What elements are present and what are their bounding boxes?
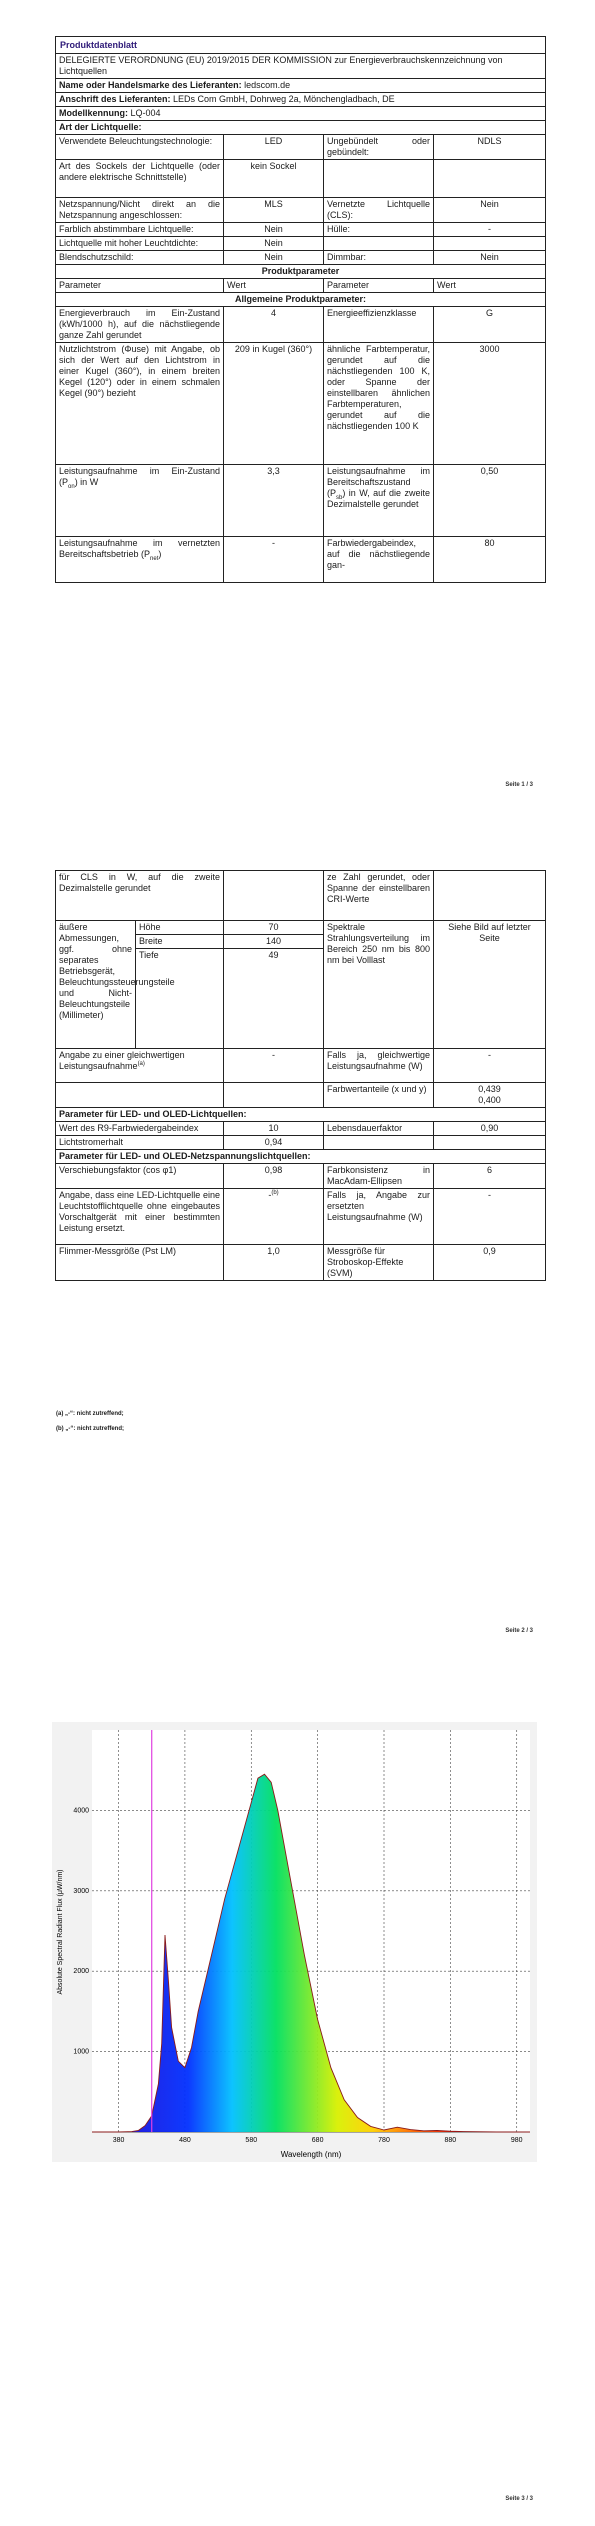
equiv-value: -	[224, 1049, 324, 1083]
datasheet-table-page-1	[55, 36, 546, 583]
equiv-sup: (a)	[137, 1061, 145, 1067]
x-tick-label: 380	[112, 2137, 125, 2144]
pnet-label	[56, 537, 224, 583]
table-row	[56, 198, 546, 223]
column-header: Parameter	[56, 279, 224, 293]
table-row	[56, 1189, 546, 1245]
pon-suffix: ) in W	[74, 477, 99, 487]
row-value: Nein	[434, 251, 546, 265]
page-number: Seite 1 / 3	[505, 782, 533, 788]
equiv-power-label: Falls ja, gleichwertige Leistungsaufnahme (W)	[324, 1049, 434, 1083]
equiv-label-text: Angabe zu einer gleichwertigen Leistungsaufnahme	[59, 1050, 185, 1071]
page-3	[0, 1700, 595, 2526]
x-axis-label: Wavelength (nm)	[280, 2150, 342, 2159]
row-value: NDLS	[434, 135, 546, 160]
x-tick-label: 580	[245, 2137, 258, 2144]
flicker-label: Flimmer-Messgröße (Pst LM)	[56, 1245, 224, 1281]
row-label	[324, 237, 434, 251]
row-label: Netzspannung/Nicht direkt an die Netzspannung angeschlossen:	[56, 198, 224, 223]
model-row	[56, 107, 546, 121]
psb-sub: sb	[336, 494, 343, 501]
survival-value: 0,90	[434, 1122, 546, 1136]
spectrum-value: Siehe Bild auf letzter Seite	[434, 921, 546, 1049]
empty-cell	[434, 1136, 546, 1150]
pon-value: 3,3	[224, 465, 324, 537]
cri-label-cont: ze Zahl gerundet, oder Spanne der einstellbaren CRI-Werte	[324, 871, 434, 921]
model-label: Modellkennung:	[59, 108, 128, 118]
replace-power-value: -	[434, 1189, 546, 1245]
table-row	[56, 251, 546, 265]
row-label: Lichtquelle mit hoher Leuchtdichte:	[56, 237, 224, 251]
page-2	[0, 870, 595, 1670]
pnet-suffix: )	[158, 549, 162, 559]
chroma-y: 0,400	[478, 1095, 501, 1105]
footnote-b: (b) „-“: nicht zutreffend;	[56, 1426, 124, 1432]
page-1	[0, 0, 595, 810]
replace-sup: (b)	[271, 1190, 279, 1196]
table-row	[56, 1164, 546, 1189]
y-tick-label: 1000	[73, 2048, 89, 2056]
table-row	[56, 307, 546, 343]
row-value: LED	[224, 135, 324, 160]
empty-cell	[224, 1083, 324, 1108]
column-header: Wert	[224, 279, 324, 293]
replace-value-text: -	[268, 1190, 272, 1200]
pnet-sub: net	[150, 555, 159, 562]
replace-label: Angabe, dass eine LED-Lichtquelle eine Leuchtstofflichtquelle ohne eingebautes Vorschaltgerät mit einer bestimmten Leistung ersetzt.	[56, 1189, 224, 1245]
x-tick-label: 680	[311, 2137, 324, 2144]
energy-value: 4	[224, 307, 324, 343]
cri-label: Farbwiedergabeindex, auf die nächstliegende gan-	[324, 537, 434, 583]
row-label: Hülle:	[324, 223, 434, 237]
cct-label: ähnliche Farbtemperatur, gerundet auf die nächstliegenden 100 K, oder Spanne der einstellbaren ähnlichen Farbtemperaturen, gerundet auf die nächstliegenden 100 K	[324, 343, 434, 465]
table-row	[56, 921, 546, 935]
r9-label: Wert des R9-Farbwiedergabeindex	[56, 1122, 224, 1136]
survival-label: Lebensdauerfaktor	[324, 1122, 434, 1136]
psb-value: 0,50	[434, 465, 546, 537]
cri-value: 80	[434, 537, 546, 583]
colcons-label: Farbkonsistenz in MacAdam-Ellipsen	[324, 1164, 434, 1189]
supplier-address-row	[56, 93, 546, 107]
row-value: MLS	[224, 198, 324, 223]
r9-value: 10	[224, 1122, 324, 1136]
datasheet-table-page-2	[55, 870, 546, 1281]
empty-cell	[224, 871, 324, 921]
table-row	[56, 1245, 546, 1281]
page-number: Seite 2 / 3	[505, 1628, 533, 1634]
column-header: Parameter	[324, 279, 434, 293]
row-value: Nein	[434, 198, 546, 223]
lumen-label: Lichtstromerhalt	[56, 1136, 224, 1150]
empty-cell	[434, 871, 546, 921]
flux-value: 209 in Kugel (360°)	[224, 343, 324, 465]
y-tick-label: 3000	[73, 1887, 89, 1895]
strobo-label: Messgröße für Stroboskop-Effekte (SVM)	[324, 1245, 434, 1281]
table-row	[56, 1136, 546, 1150]
energy-label: Energieverbrauch im Ein-Zustand (kWh/1000 h), auf die nächstliegende ganze Zahl gerundet	[56, 307, 224, 343]
pon-sub: on	[68, 483, 75, 490]
footnote-a: (a) „-“: nicht zutreffend;	[56, 1411, 124, 1417]
row-value	[434, 160, 546, 198]
led-params-header: Parameter für LED- und OLED-Lichtquellen:	[56, 1108, 546, 1122]
row-value: Nein	[224, 223, 324, 237]
replace-value	[224, 1189, 324, 1245]
x-tick-label: 880	[444, 2137, 457, 2144]
regulation-text: DELEGIERTE VERORDNUNG (EU) 2019/2015 DER KOMMISSION zur Energieverbrauchskennzeichnung von Lichtquellen	[56, 54, 546, 79]
spectrum-chart-svg	[52, 1722, 537, 2162]
width-label: Breite	[136, 935, 224, 949]
pon-label	[56, 465, 224, 537]
general-params-header: Allgemeine Produktparameter:	[56, 293, 546, 307]
height-value: 70	[224, 921, 324, 935]
table-row	[56, 1122, 546, 1136]
supplier-address-value: LEDs Com GmbH, Dohrweg 2a, Mönchengladbach, DE	[173, 94, 395, 104]
height-label: Höhe	[136, 921, 224, 935]
replace-power-label: Falls ja, Angabe zur ersetzten Leistungsaufnahme (W)	[324, 1189, 434, 1245]
y-tick-label: 4000	[73, 1807, 89, 1815]
eclass-value: G	[434, 307, 546, 343]
colcons-value: 6	[434, 1164, 546, 1189]
empty-cell	[56, 1083, 224, 1108]
table-row	[56, 343, 546, 465]
pnet-label-text: Leistungsaufnahme im vernetzten Bereitschaftsbetrieb (P	[59, 538, 220, 559]
spectrum-label: Spektrale Strahlungsverteilung im Bereich 250 nm bis 800 nm bei Volllast	[324, 921, 434, 1049]
model-value: LQ-004	[130, 108, 161, 118]
row-label: Blendschutzschild:	[56, 251, 224, 265]
table-row	[56, 160, 546, 198]
table-row	[56, 537, 546, 583]
chroma-values	[434, 1083, 546, 1108]
psb-label-text: Leistungsaufnahme im Bereitschaftszustand (P	[327, 466, 430, 498]
column-header-row	[56, 279, 546, 293]
empty-cell	[324, 1136, 434, 1150]
row-label: Dimmbar:	[324, 251, 434, 265]
table-row	[56, 1049, 546, 1083]
psb-suffix: ) in W, auf die zweite Dezimalstelle gerundet	[327, 488, 430, 509]
row-value	[434, 237, 546, 251]
depth-label: Tiefe	[136, 949, 224, 1049]
pnet-value: -	[224, 537, 324, 583]
width-value: 140	[224, 935, 324, 949]
table-row	[56, 237, 546, 251]
y-tick-label: 2000	[73, 1968, 89, 1976]
table-row	[56, 871, 546, 921]
row-label	[324, 160, 434, 198]
row-label: Ungebündelt oder gebündelt:	[324, 135, 434, 160]
flux-label: Nutzlichtstrom (Φuse) mit Angabe, ob sich der Wert auf den Lichtstrom in einer Kugel (360°), in einem breiten Kegel (120°) oder in einem schmalen Kegel (90°) bezieht	[56, 343, 224, 465]
supplier-name-value: ledscom.de	[244, 80, 291, 90]
chroma-label: Farbwertanteile (x und y)	[324, 1083, 434, 1108]
eclass-label: Energieeffizienzklasse	[324, 307, 434, 343]
table-row	[56, 1083, 546, 1108]
x-tick-label: 980	[510, 2137, 523, 2144]
y-axis-label: Absolute Spectral Radiant Flux (μW/nm)	[57, 1869, 64, 1995]
row-value: Nein	[224, 251, 324, 265]
row-label: Verwendete Beleuchtungstechnologie:	[56, 135, 224, 160]
equiv-label	[56, 1049, 224, 1083]
psb-label	[324, 465, 434, 537]
equiv-power-value: -	[434, 1049, 546, 1083]
lumen-value: 0,94	[224, 1136, 324, 1150]
table-row	[56, 223, 546, 237]
row-value: -	[434, 223, 546, 237]
depth-value: 49	[224, 949, 324, 1049]
supplier-name-label: Name oder Handelsmarke des Lieferanten:	[59, 80, 242, 90]
x-tick-label: 780	[378, 2137, 390, 2144]
mains-params-header: Parameter für LED- und OLED-Netzspannungslichtquellen:	[56, 1150, 546, 1164]
pon-label-text: Leistungsaufnahme im Ein-Zustand (P	[59, 466, 220, 487]
page-number: Seite 3 / 3	[505, 2496, 533, 2502]
chroma-x: 0,439	[478, 1084, 501, 1094]
x-tick-label: 480	[179, 2137, 191, 2144]
spectrum-chart	[52, 1722, 537, 2162]
row-label: Farblich abstimmbare Lichtquelle:	[56, 223, 224, 237]
pnet-label-cont: für CLS in W, auf die zweite Dezimalstelle gerundet	[56, 871, 224, 921]
type-header: Art der Lichtquelle:	[56, 121, 546, 135]
row-value: Nein	[224, 237, 324, 251]
dims-label: äußere Abmessungen, ggf. ohne separates Betriebsgerät, Beleuchtungssteuerungsteile und Nicht-Beleuchtungsteile (Millimeter)	[56, 921, 136, 1049]
dpf-label: Verschiebungsfaktor (cos φ1)	[56, 1164, 224, 1189]
row-value: kein Sockel	[224, 160, 324, 198]
row-label: Art des Sockels der Lichtquelle (oder andere elektrische Schnittstelle)	[56, 160, 224, 198]
dpf-value: 0,98	[224, 1164, 324, 1189]
document-title: Produktdatenblatt	[56, 37, 546, 54]
supplier-name-row	[56, 79, 546, 93]
product-params-header: Produktparameter	[56, 265, 546, 279]
row-label: Vernetzte Lichtquelle (CLS):	[324, 198, 434, 223]
table-row	[56, 465, 546, 537]
cct-value: 3000	[434, 343, 546, 465]
supplier-address-label: Anschrift des Lieferanten:	[59, 94, 171, 104]
column-header: Wert	[434, 279, 546, 293]
flicker-value: 1,0	[224, 1245, 324, 1281]
strobo-value: 0,9	[434, 1245, 546, 1281]
table-row	[56, 135, 546, 160]
